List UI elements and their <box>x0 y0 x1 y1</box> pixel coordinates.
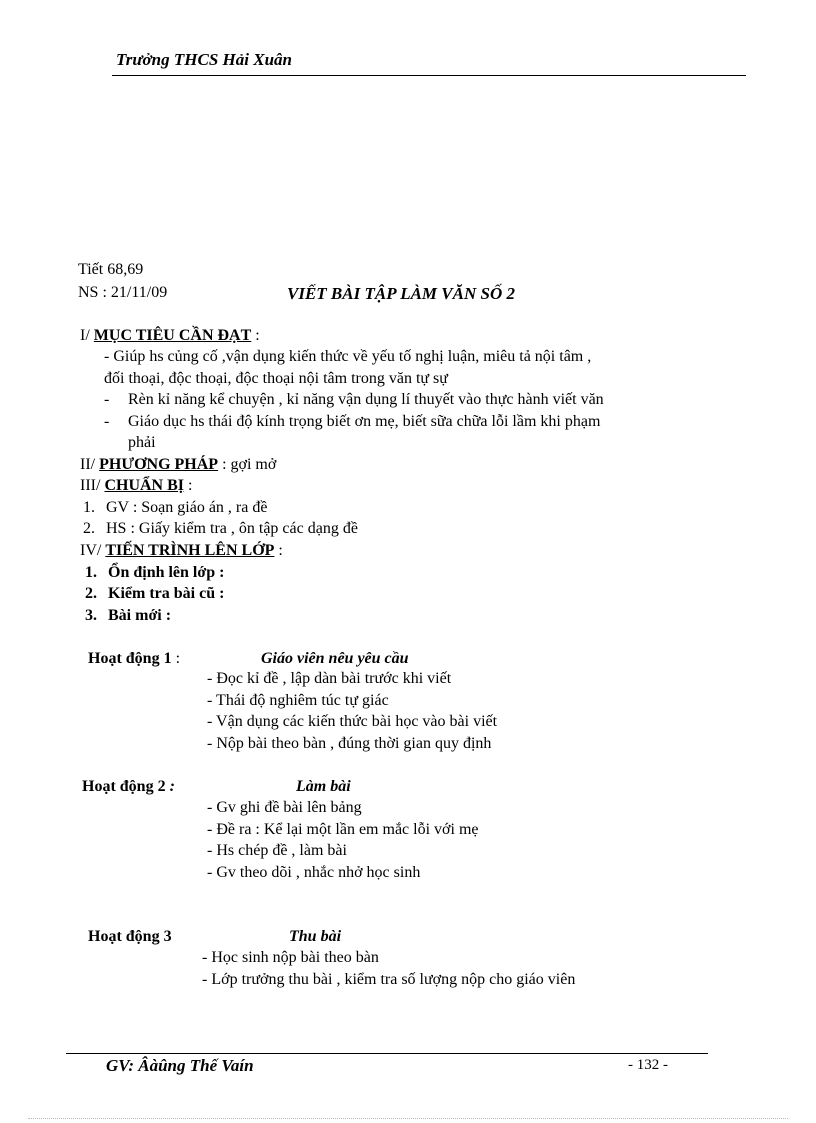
objective-line-2: đối thoại, độc thoại, độc thoại nội tâm trong văn tự sự <box>104 370 448 387</box>
activity-3-title: Thu bài <box>289 928 342 945</box>
page-edge-divider <box>28 1118 788 1119</box>
section-procedure-heading: TIẾN TRÌNH LÊN LỚP <box>105 542 275 559</box>
activity-2-label <box>82 778 175 796</box>
objective-item-3a: Giáo dục hs thái độ kính trọng biết ơn mẹ, biết sữa chữa lỗi lầm khi phạm <box>128 413 601 430</box>
activity-2-item-4: - Gv theo dõi , nhắc nhở học sinh <box>207 864 421 881</box>
activity-2-item-2: - Đề ra : Kể lại một lần em mắc lỗi với mẹ <box>207 821 479 838</box>
activity-1-label <box>88 650 180 668</box>
activity-1-item-2: - Thái độ nghiêm túc tự giác <box>207 692 389 709</box>
lesson-date: NS : 21/11/09 <box>78 284 168 301</box>
objective-bullet-3: - <box>104 413 110 430</box>
activity-2-item-1: - Gv ghi đề bài lên bảng <box>207 799 362 816</box>
activity-1-name: Hoạt động 1 <box>88 650 172 667</box>
prep-item-1: GV : Soạn giáo án , ra đề <box>106 499 268 516</box>
prep-item-2: HS : Giấy kiểm tra , ôn tập các dạng đề <box>106 520 358 537</box>
objective-line-1: - Giúp hs củng cố ,vận dụng kiến thức về yếu tố nghị luận, miêu tả nội tâm , <box>104 348 592 365</box>
prep-number-1: 1. <box>83 499 95 516</box>
header-rule <box>112 75 746 76</box>
activity-3-item-1: - Học sinh nộp bài theo bàn <box>202 949 379 966</box>
section-procedure-prefix: IV/ <box>80 542 106 559</box>
step-3: Bài mới : <box>108 607 172 624</box>
activity-2-name: Hoạt động 2 <box>82 778 166 795</box>
section-method-suffix: : gợi mở <box>218 456 277 473</box>
activity-3-item-2: - Lớp trưởng thu bài , kiểm tra số lượng nộp cho giáo viên <box>202 971 576 988</box>
lesson-title: VIẾT BÀI TẬP LÀM VĂN SỐ 2 <box>287 284 515 303</box>
activity-1-item-4: - Nộp bài theo bàn , đúng thời gian quy định <box>207 735 492 752</box>
section-method-prefix: II/ <box>80 456 100 473</box>
section-method <box>80 456 276 474</box>
activity-2-title: Làm bài <box>296 778 351 795</box>
footer-rule <box>66 1053 708 1054</box>
activity-2-item-3: - Hs chép đề , làm bài <box>207 842 347 859</box>
section-objectives-suffix: : <box>251 327 260 344</box>
section-preparation <box>80 477 192 495</box>
activity-1-item-3: - Vận dụng các kiến thức bài học vào bài viết <box>207 713 498 730</box>
section-procedure <box>80 542 283 560</box>
section-procedure-suffix: : <box>274 542 283 559</box>
activity-3-label: Hoạt động 3 <box>88 928 172 945</box>
step-1: Ổn định lên lớp : <box>108 564 225 581</box>
teacher-footer: GV: Âàûng Thế Vaín <box>106 1056 254 1075</box>
section-preparation-suffix: : <box>184 477 193 494</box>
activity-1-item-1: - Đọc kỉ đề , lập dàn bài trước khi viết <box>207 670 452 687</box>
step-number-3: 3. <box>85 607 97 624</box>
objective-item-2: Rèn kỉ năng kể chuyện , kỉ năng vận dụng lí thuyết vào thực hành viết văn <box>128 391 604 408</box>
activity-1-title: Giáo viên nêu yêu cầu <box>261 650 409 667</box>
section-preparation-prefix: III/ <box>80 477 105 494</box>
step-number-2: 2. <box>85 585 97 602</box>
step-number-1: 1. <box>85 564 97 581</box>
step-2: Kiểm tra bài cũ : <box>108 585 225 602</box>
school-header: Trưởng THCS Hải Xuân <box>116 50 292 69</box>
objective-bullet-2: - <box>104 391 110 408</box>
objective-item-3b: phải <box>128 434 156 451</box>
section-objectives-prefix: I/ <box>80 327 94 344</box>
activity-2-sep: : <box>165 778 175 795</box>
page-number: - 132 - <box>628 1057 668 1073</box>
section-objectives <box>80 327 260 345</box>
lesson-period: Tiết 68,69 <box>78 261 144 278</box>
section-preparation-heading: CHUẨN BỊ <box>104 477 184 494</box>
prep-number-2: 2. <box>83 520 95 537</box>
activity-1-sep: : <box>171 650 181 667</box>
section-objectives-heading: MỤC TIÊU CẦN ĐẠT <box>93 327 252 344</box>
section-method-heading: PHƯƠNG PHÁP <box>99 456 219 473</box>
